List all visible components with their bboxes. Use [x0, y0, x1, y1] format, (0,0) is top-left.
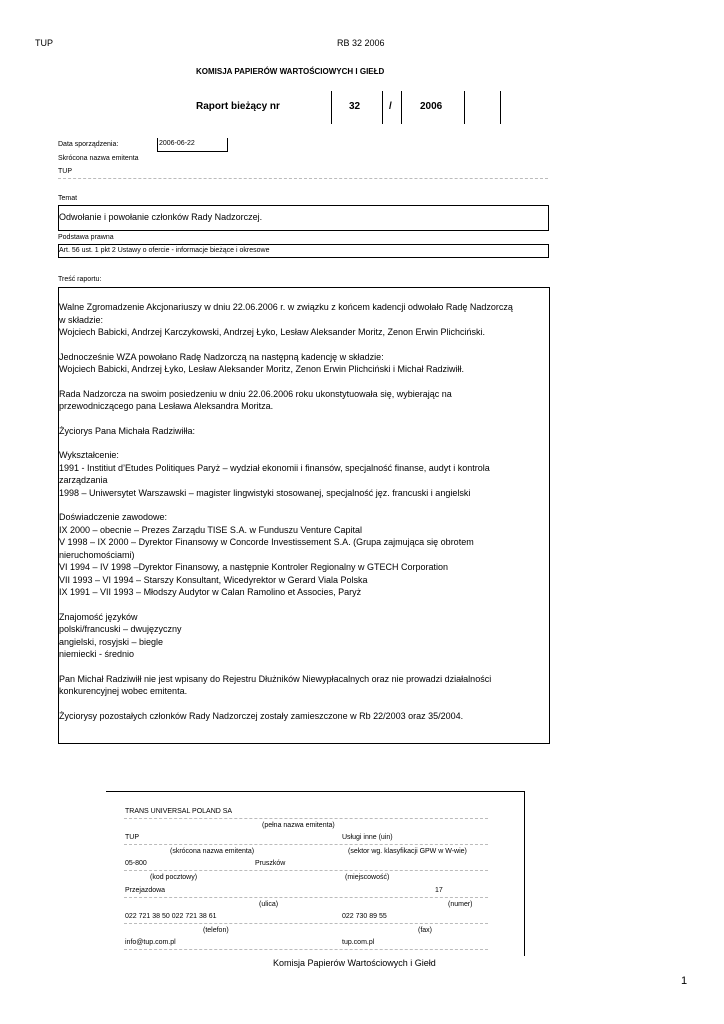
report-empty-box [463, 91, 501, 124]
date-value: 2006-06-22 [157, 138, 228, 152]
report-slash: / [389, 101, 392, 112]
issuer-postal-code-label: (kod pocztowy) [150, 874, 198, 881]
legal-basis-value: Art. 56 ust. 1 pkt 2 Ustawy o ofercie - informacje bieżące i okresowe [58, 244, 549, 258]
divider [124, 870, 488, 871]
content-paragraph: Pan Michał Radziwiłł nie jest wpisany do Rejestru Dłużników Niewypłacalnych oraz nie prowadzi działalności konkurencyjnej wobec emitenta. [59, 673, 492, 696]
page-number: 1 [681, 975, 688, 987]
issuer-website[interactable]: tup.com.pl [342, 939, 375, 946]
content-paragraph: Doświadczenie zawodowe: IX 2000 – obecnie – Prezes Zarządu TISE S.A. w Funduszu Venture Capital V 1998 – IX 2000 – Dyrektor Finansowy w Concorde Investissement S.A. (Grupa zajmująca się obrotem nieruchomościami) VI 1994 – IV 1998 –Dyrektor Finansowy, a następnie Kontroler Regionalny w GTECH Corporation VII 1993 – VI 1994 – Starszy Konsultant, Wicedyrektor w Gerard Viala Polska IX 1991 – VII 1993 – Młodszy Audytor w Calan Ramolino et Associes, Paryż [59, 512, 474, 597]
issuer-full-name-label: (pełna nazwa emitenta) [262, 822, 335, 829]
issuer-sector: Usługi inne (uin) [342, 834, 393, 841]
content-paragraph: Wykształcenie: 1991 - Institiut d’Etudes Politiques Paryż – wydział ekonomii i finansów, specjalność finanse, audyt i kontrola zarządzania 1998 – Uniwersytet Warszawski – magister lingwistyki stosowanej, specjalność jęz. francuski i angielski [59, 450, 490, 498]
issuer-fax: 022 730 89 55 [342, 913, 387, 920]
authority-title: KOMISJA PAPIERÓW WARTOŚCIOWYCH I GIEŁD [196, 67, 385, 76]
short-name-label: Skrócona nazwa emitenta [58, 155, 139, 162]
header-doc-id: RB 32 2006 [337, 38, 385, 48]
issuer-top-rule [106, 791, 524, 792]
divider [58, 178, 548, 179]
issuer-right-rule [524, 791, 525, 956]
issuer-full-name: TRANS UNIVERSAL POLAND SA [125, 808, 233, 815]
topic-label: Temat [58, 195, 78, 202]
divider [124, 818, 488, 819]
content-paragraph: Życiorysy pozostałych członków Rady Nadzorczej zostały zamieszczone w Rb 22/2003 oraz 35/2004. [59, 710, 464, 721]
report-number: 32 [349, 101, 361, 112]
report-content [58, 287, 550, 744]
topic-value: Odwołanie i powołanie członków Rady Nadzorczej. [58, 205, 549, 231]
issuer-email[interactable]: info@tup.com.pl [125, 939, 176, 946]
issuer-sector-label: (sektor wg. klasyfikacji GPW w W-wie) [348, 848, 467, 855]
issuer-phone-label: (telefon) [203, 927, 229, 934]
issuer-short-name-label: (skrócona nazwa emitenta) [170, 848, 255, 855]
content-paragraph: Rada Nadzorcza na swoim posiedzeniu w dniu 22.06.2006 roku ukonstytuowała się, wybierając na przewodniczącego pana Lesława Aleksandra Moritza. [59, 388, 452, 411]
issuer-short-name: TUP [125, 834, 139, 841]
issuer-city-label: (miejscowość) [345, 874, 390, 881]
issuer-city: Pruszków [255, 860, 286, 867]
content-paragraph: Walne Zgromadzenie Akcjonariuszy w dniu 22.06.2006 r. w związku z końcem kadencji odwołało Radę Nadzorczą w składzie: Wojciech Babicki, Andrzej Karczykowski, Andrzej Łyko, Lesław Aleksander Moritz, Zenon Erwin Plichciński. [59, 302, 513, 337]
issuer-street-label: (ulica) [259, 901, 279, 908]
divider [124, 949, 488, 950]
date-label: Data sporządzenia: [58, 141, 119, 148]
divider [124, 844, 488, 845]
content-label: Treść raportu: [58, 276, 102, 283]
legal-basis-label: Podstawa prawna [58, 234, 114, 241]
content-paragraph: Znajomość języków polski/francuski – dwujęzyczny angielski, rosyjski – biegle niemiecki - średnio [59, 611, 182, 659]
content-paragraph: Życiorys Pana Michała Radziwiłła: [59, 425, 196, 436]
footer-authority: Komisja Papierów Wartościowych i Giełd [273, 958, 436, 968]
divider [124, 897, 488, 898]
content-paragraph: Jednocześnie WZA powołano Radę Nadzorczą na następną kadencję w składzie: Wojciech Babicki, Andrzej Łyko, Lesław Aleksander Moritz, Zenon Erwin Plichciński i Michał Radziwiłł. [59, 351, 464, 374]
issuer-phone: 022 721 38 50 022 721 38 61 [125, 913, 217, 920]
report-title: Raport bieżący nr [196, 101, 280, 112]
header-left: TUP [35, 38, 53, 48]
issuer-postal-code: 05-800 [125, 860, 147, 867]
short-name-value: TUP [58, 168, 72, 175]
issuer-fax-label: (fax) [418, 927, 432, 934]
issuer-street-number: 17 [435, 887, 443, 894]
issuer-street: Przejazdowa [125, 887, 166, 894]
divider [124, 923, 488, 924]
report-year: 2006 [420, 101, 443, 112]
issuer-number-label: (numer) [448, 901, 473, 908]
